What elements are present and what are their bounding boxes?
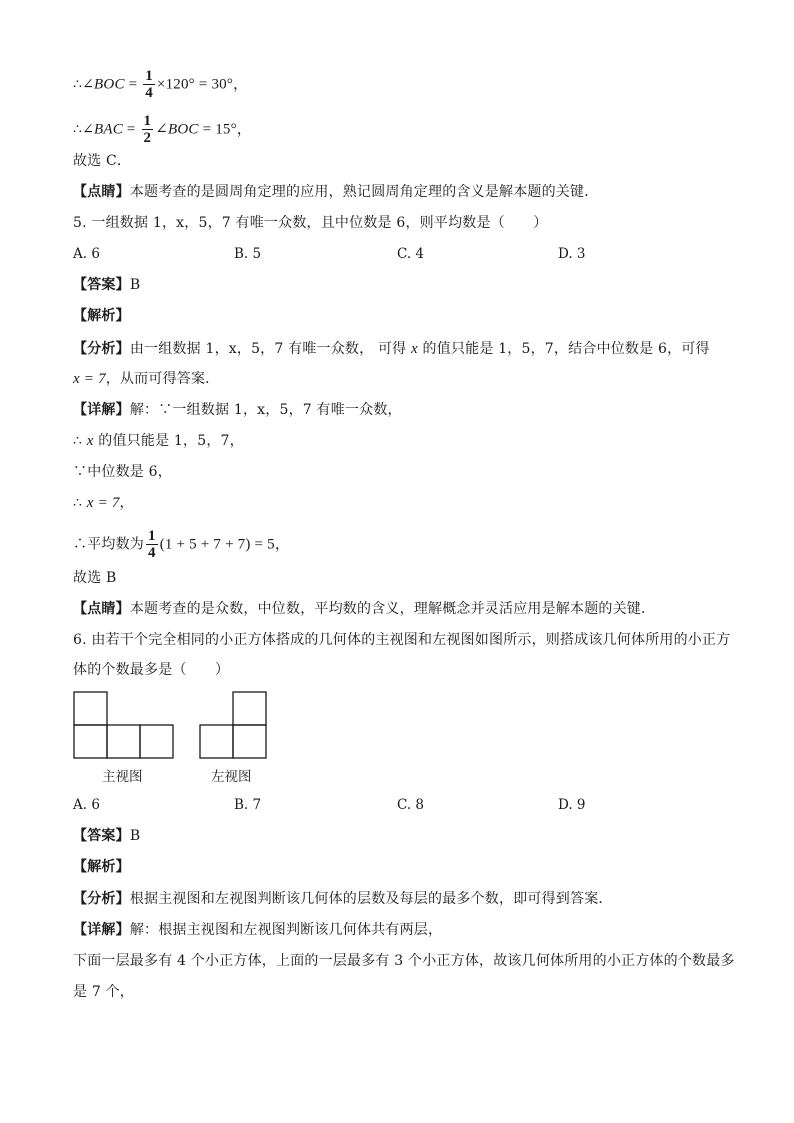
left-view-cell — [233, 725, 266, 758]
q6-stem-1: 6. 由若干个完全相同的小正方体搭成的几何体的主视图和左视图如图所示，则搭成该几何体所用的小正方 — [73, 632, 731, 648]
q6-fenxi: 【分析】根据主视图和左视图判断该几何体的层数及每层的最多个数，即可得到答案． — [73, 891, 613, 907]
q5-answer: 【答案】B — [73, 277, 141, 293]
front-view-figure — [72, 690, 176, 760]
q5-fenxi: 【分析】由一组数据 1，x，5，7 有唯一众数， 可得 x 的值只能是 1，5，7，结合中位数是 6，可得 — [73, 341, 710, 357]
q6-option-d: D. 9 — [558, 797, 586, 813]
left-view-cell — [233, 692, 266, 725]
front-view-cell — [74, 692, 107, 725]
q6-option-a: A. 6 — [73, 797, 100, 813]
q6-option-c: C. 8 — [397, 797, 425, 813]
q5-option-a: A. 6 — [73, 246, 100, 262]
q6-stem-2: 体的个数最多是（ ） — [73, 662, 230, 678]
q5-option-b: B. 5 — [234, 246, 262, 262]
q6-analysis-tag: 【解析】 — [73, 859, 130, 875]
q5-option-c: C. 4 — [397, 246, 425, 262]
front-view-label: 主视图 — [102, 769, 143, 785]
q6-detail-1: 【详解】解：根据主视图和左视图判断该几何体共有两层， — [73, 922, 443, 938]
comment-q4: 【点睛】本题考查的是圆周角定理的应用，熟记圆周角定理的含义是解本题的关键． — [73, 184, 599, 200]
q5-detail-5: ∴平均数为 $\frac{1}{4}$ (1 + 5 + 7 + 7) = 5， — [73, 528, 291, 561]
choose-c: 故选 C． — [73, 153, 132, 169]
q6-option-b: B. 7 — [234, 797, 262, 813]
q5-detail-1: 【详解】解：∵一组数据 1，x，5，7 有唯一众数， — [73, 402, 402, 418]
q5-detail-2: ∴ x 的值只能是 1，5，7， — [73, 433, 244, 449]
q5-option-d: D. 3 — [558, 246, 586, 262]
q5-detail-3: ∵中位数是 6， — [73, 464, 172, 480]
left-view-label: 左视图 — [211, 769, 252, 785]
left-view-cell — [200, 725, 233, 758]
fraction: $\frac{1}{2}$ — [143, 113, 152, 146]
q5-comment: 【点睛】本题考查的是众数，中位数，平均数的含义，理解概念并灵活应用是解本题的关键． — [73, 601, 656, 617]
fraction: $\frac{1}{4}$ — [148, 528, 156, 561]
q5-detail-4: ∴ x = 7， — [73, 495, 134, 511]
q5-fenxi-cont: x = 7，从而可得答案． — [73, 371, 220, 387]
step-boc: ∴∠BOC = $\frac{1}{4}$ ×120° = 30°， — [73, 68, 249, 101]
fraction: $\frac{1}{4}$ — [145, 68, 153, 101]
q6-detail-2: 下面一层最多有 4 个小正方体，上面的一层最多有 3 个小正方体，故该几何体所用的小正方体的个数最多 — [73, 953, 735, 969]
left-view-figure — [198, 690, 270, 760]
q5-choose: 故选 B — [73, 570, 117, 586]
front-view-cell — [74, 725, 107, 758]
front-view-cell — [107, 725, 140, 758]
q5-analysis-tag: 【解析】 — [73, 308, 130, 324]
step-bac: ∴∠BAC = $\frac{1}{2}$ ∠BOC = 15°， — [73, 113, 252, 146]
q6-detail-3: 是 7 个， — [73, 984, 135, 1000]
q6-answer: 【答案】B — [73, 828, 141, 844]
q5-stem: 5. 一组数据 1，x，5，7 有唯一众数，且中位数是 6，则平均数是（ ） — [73, 215, 548, 231]
front-view-cell — [140, 725, 173, 758]
